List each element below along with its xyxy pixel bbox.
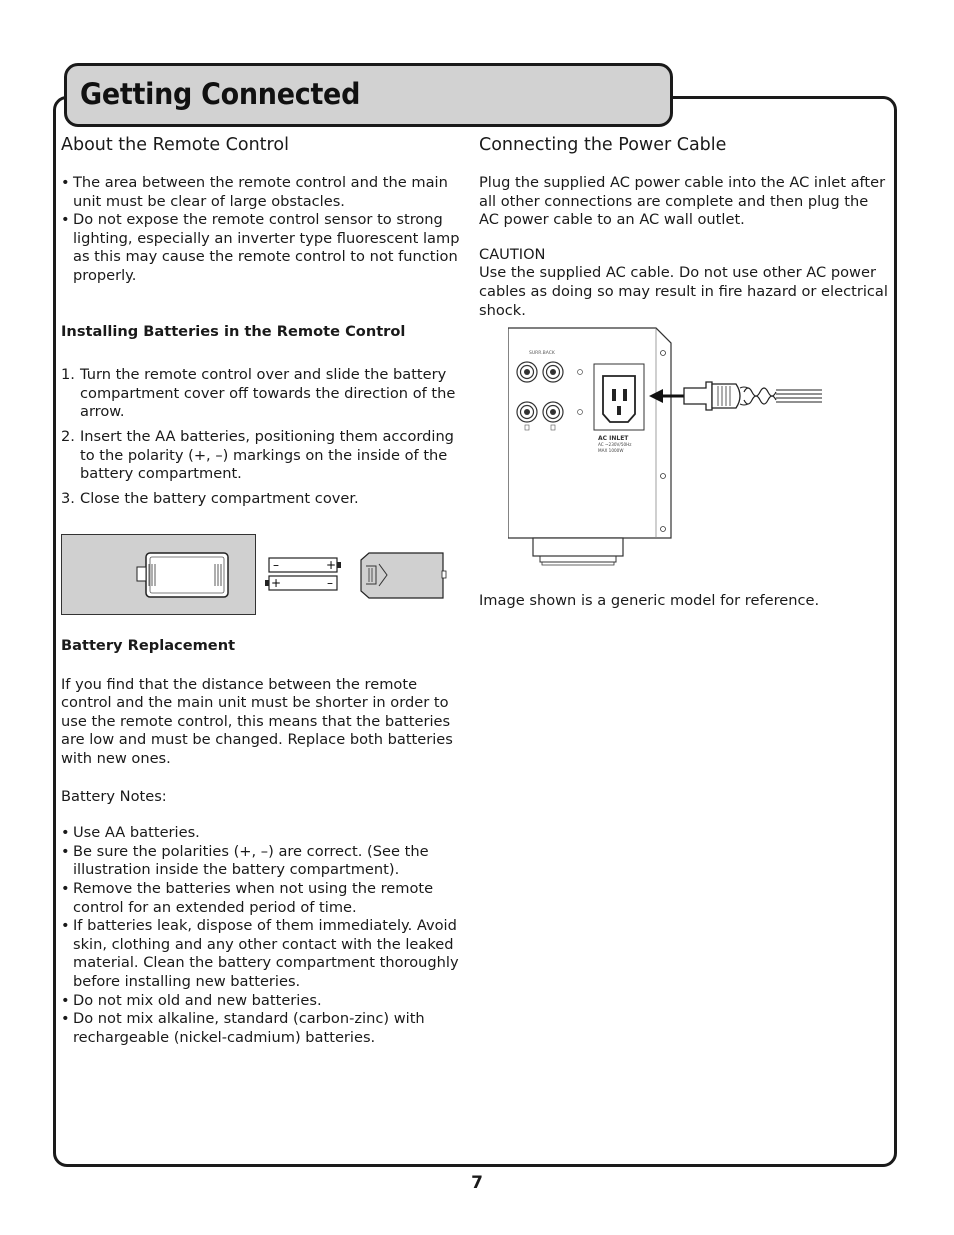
install-steps [61,366,465,508]
socket-pin [617,406,621,415]
list-item [61,366,465,422]
socket-pin [623,389,627,401]
battery-notes [61,824,465,1047]
rca-jack-icon [517,362,537,382]
image-caption: Image shown is a generic model for reference. [479,592,820,609]
rca-jack-icon [543,402,563,422]
caution-text: Use the supplied AC cable. Do not use other AC power cables as doing so may result in fire hazard or electrical shock. [479,264,888,319]
power-text: Plug the supplied AC power cable into the AC inlet after all other connections are complete and then plug the AC power cable to an AC wall outlet. [479,174,886,229]
unit-rear-panel [508,328,671,538]
replace-text: If you find that the distance between the remote control and the main unit must be shorter in order to use the remote control, this means that the batteries are low and must be changed. Replace both batteries with new ones. [61,675,453,767]
ac-spec-label: AC ~230V/50Hz [598,442,632,447]
battery-minus-label: – [273,558,279,572]
list-item [61,428,465,484]
battery-minus-label: – [327,576,333,590]
ac-inlet-socket [603,376,635,422]
socket-pin [612,389,616,401]
jack-marker [551,425,555,430]
battery-terminal [337,562,341,568]
power-heading: Connecting the Power Cable [479,135,727,155]
caption-block [479,592,889,611]
max-power-label: MAX 1000W [598,448,624,453]
list-item: • The area between the remote control and the main unit must be clear of large obstacles. [61,174,465,211]
list-item: • Do not mix alkaline, standard (carbon-zinc) with rechargeable (nickel-cadmium) batteries. [61,1010,465,1047]
step-text: Insert the AA batteries, positioning them according to the polarity (+, –) markings on the inside of the battery compartment. [80,427,454,483]
screw-icon [661,351,666,356]
list-item: • If batteries leak, dispose of them immediately. Avoid skin, clothing and any other contact with the leaked material. Clean the battery compartment thoroughly before installing new batteries. [61,917,465,991]
rca-jack-icon [517,402,537,422]
ground-screw-icon [578,370,583,375]
replace-heading: Battery Replacement [61,637,236,654]
battery-terminal [265,580,269,586]
page-title: Getting Connected [80,77,361,111]
compartment-latch [137,567,146,581]
list-item: • Remove the batteries when not using the remote control for an extended period of time. [61,880,465,917]
unit-foot [533,538,623,556]
battery-cover [361,553,443,598]
install-heading: Installing Batteries in the Remote Control [61,322,406,340]
jack-marker [525,425,529,430]
left-column-lower [61,637,465,1047]
right-column [479,132,889,320]
surr-back-label: SURR.BACK [529,351,555,356]
battery-compartment [146,553,228,597]
battery-illustration [61,534,451,616]
battery-plus-label: + [271,576,282,590]
page-number: 7 [471,1173,483,1193]
screw-icon [661,474,666,479]
left-column [61,132,465,514]
step-number: 1. [61,366,75,384]
step-number: 3. [61,489,75,507]
caution-label: CAUTION [479,245,546,263]
power-plug-icon [684,382,822,410]
cover-tab [442,571,446,578]
list-item [61,490,465,509]
list-item: • Be sure the polarities (+, –) are correct. (See the illustration inside the battery compartment). [61,843,465,880]
remote-heading: About the Remote Control [61,135,289,155]
list-item: • Use AA batteries. [61,824,465,843]
foot-base [540,556,616,562]
step-text: Turn the remote control over and slide the battery compartment cover off towards the direction of the arrow. [80,366,456,421]
rca-jack-icon [543,362,563,382]
step-text: Close the battery compartment cover. [80,489,359,507]
ac-inlet-label: AC INLET [598,435,629,442]
ground-screw-icon [578,410,583,415]
list-item: • Do not expose the remote control sensor to strong lighting, especially an inverter type fluorescent lamp as this may cause the remote control to not function properly. [61,211,465,285]
battery-plus-label: + [326,558,337,572]
step-number: 2. [61,427,75,445]
rear-panel-diagram [508,326,828,570]
remote-bullets [61,174,465,286]
list-item: • Do not mix old and new batteries. [61,992,465,1011]
notes-label: Battery Notes: [61,787,167,805]
screw-icon [661,527,666,532]
